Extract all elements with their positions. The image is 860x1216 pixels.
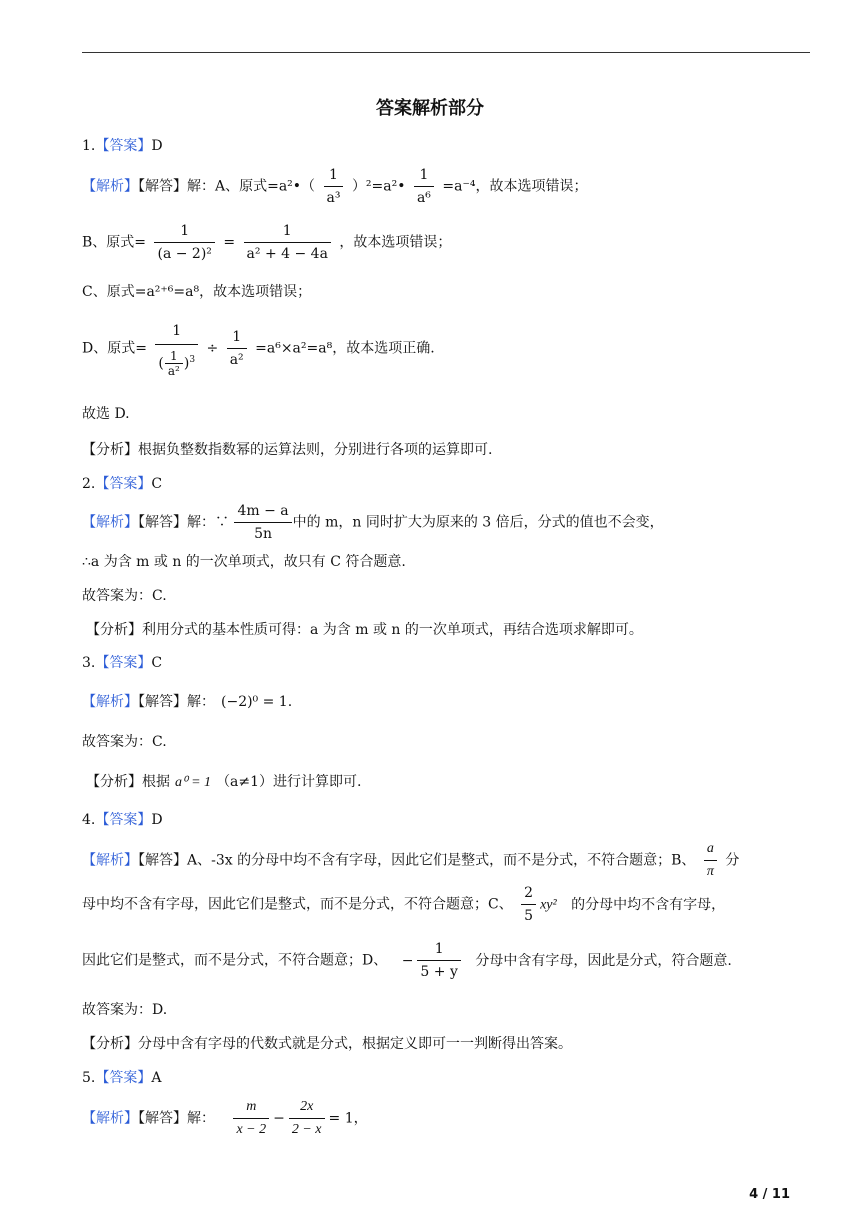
q3-analysis-post: （a≠1）进行计算即可. (216, 774, 362, 790)
fraction (417, 938, 460, 983)
numerator: 1 (165, 349, 183, 364)
answer-tag: 【答案】 (95, 1070, 152, 1086)
minus-sign: − (273, 1110, 285, 1127)
q3-solution (82, 692, 292, 712)
q5-sol-pre: 解： (187, 1110, 215, 1127)
denominator: 2 − x (291, 1122, 322, 1137)
q2-answer: C (151, 476, 163, 492)
denominator: a² + 4 − 4a (246, 246, 328, 262)
q3-answer-line (82, 653, 162, 673)
jieda-tag: 【解答】 (138, 178, 187, 195)
q3-analysis (86, 772, 362, 793)
denominator: π (706, 864, 714, 879)
q4-line3-post: 分母中含有字母，因此是分式，符合题意. (475, 952, 732, 969)
fraction (521, 882, 536, 927)
q2-number: 2. (82, 476, 96, 492)
denominator: (a − 2)² (157, 246, 212, 262)
q1-answer: D (151, 138, 163, 154)
q3-sol-post: . (287, 694, 293, 710)
q1-d-text: D、原式= (82, 340, 147, 357)
q1-analysis (82, 440, 492, 460)
q2-analysis (86, 620, 643, 640)
fenxi-tag: 【分析】 (82, 442, 138, 458)
q4-line1 (82, 838, 739, 883)
numerator: 1 (244, 220, 331, 243)
numerator: a (704, 838, 717, 861)
q4-line2 (82, 882, 725, 927)
q1-solution-b (82, 220, 451, 265)
page-number: 4 / 11 (749, 1187, 790, 1202)
fenxi-tag: 【分析】 (86, 774, 142, 790)
q4-line1-text: A、-3x 的分母中均不含有字母，因此它们是整式，而不是分式，不符合题意；B、 (187, 852, 696, 869)
q1-solution-c: C、原式=a²⁺⁶=a⁸，故本选项错误； (82, 284, 312, 300)
q5-solution (82, 1096, 368, 1141)
q1-d-text-post: =a⁶×a²=a⁸，故本选项正确. (255, 340, 435, 357)
answer-tag: 【答案】 (95, 655, 152, 671)
jiexi-tag: 【解析】 (82, 852, 138, 869)
q5-answer: A (151, 1070, 162, 1086)
numerator: 1 (324, 164, 344, 187)
jieda-tag: 【解答】 (138, 514, 187, 531)
answer-tag: 【答案】 (95, 812, 152, 828)
q3-analysis-math: a⁰ = 1 (175, 775, 212, 790)
numerator: 1 (227, 326, 247, 349)
jiexi-tag: 【解析】 (82, 694, 138, 710)
inner-fraction (165, 349, 183, 378)
numerator: 1 (155, 318, 198, 345)
numerator: 2x (289, 1096, 325, 1119)
fraction (414, 164, 434, 209)
fenxi-tag: 【分析】 (86, 622, 142, 638)
q4-final: 故答案为：D. (82, 1002, 168, 1018)
divide-sign: ÷ (206, 340, 219, 357)
q2-answer-line (82, 474, 162, 494)
fraction (234, 500, 291, 545)
q4-analysis (82, 1034, 572, 1054)
jiexi-tag: 【解析】 (82, 1110, 138, 1127)
denominator: 5 (524, 908, 534, 924)
q4-line2-post: 的分母中均不含有字母， (571, 896, 726, 913)
page-title: 答案解析部分 (376, 98, 484, 119)
fraction (244, 220, 331, 265)
fraction (704, 838, 717, 883)
denominator: a⁶ (416, 190, 431, 206)
q3-sol-pre: 解： (187, 694, 215, 710)
q5-eq-post: = 1， (328, 1110, 368, 1127)
denominator: a² (167, 364, 180, 379)
q4-line2-text: 母中均不含有字母，因此它们是整式，而不是分式，不符合题意；C、 (82, 896, 513, 913)
numerator: 1 (154, 220, 214, 243)
jiexi-tag: 【解析】 (82, 178, 138, 195)
q2-analysis-text: 利用分式的基本性质可得：a 为含 m 或 n 的一次单项式，再结合选项求解即可。 (142, 622, 643, 638)
q1-number: 1. (82, 138, 96, 154)
q1-analysis-text: 根据负整数指数幂的运算法则，分别进行各项的运算即可. (138, 442, 493, 458)
jiexi-tag: 【解析】 (82, 514, 138, 531)
q1-a-text: 解：A、原式=a²•（ (187, 178, 316, 195)
fraction (289, 1096, 325, 1141)
q2-solution-line1 (82, 500, 664, 545)
q1-answer-line (82, 136, 163, 156)
q5-answer-line (82, 1068, 161, 1088)
numerator: 4m − a (234, 500, 291, 523)
q2-line1-text: 中的 m，n 同时扩大为原来的 3 倍后，分式的值也不会变， (292, 514, 664, 531)
q5-number: 5. (82, 1070, 96, 1086)
header-rule (82, 52, 810, 53)
numerator: 1 (417, 938, 460, 961)
denominator: a³ (326, 190, 341, 206)
q1-solution-d (82, 318, 435, 379)
q1-a-text-post: =a⁻⁴，故本选项错误； (442, 178, 588, 195)
q2-because: 解：∵ (187, 514, 229, 531)
fraction (227, 326, 247, 371)
q1-a-text-mid: ）²=a²• (351, 178, 406, 195)
minus-sign: − (401, 952, 414, 969)
denominator: ( $\frac{1}{\text{a²}}$ )$^3$ (158, 349, 196, 379)
q4-line1-post: 分 (725, 852, 740, 869)
q4-line3 (82, 938, 732, 983)
q1-choose: 故选 D. (82, 406, 130, 422)
denominator: x − 2 (236, 1122, 267, 1137)
fraction (155, 318, 198, 379)
q4-line3-text: 因此它们是整式，而不是分式，不符合题意；D、 (82, 952, 388, 969)
q4-number: 4. (82, 812, 96, 828)
fenxi-tag: 【分析】 (82, 1036, 138, 1052)
denominator: 5n (254, 526, 272, 542)
answer-tag: 【答案】 (95, 476, 152, 492)
q4-answer-line (82, 810, 163, 830)
jieda-tag: 【解答】 (138, 852, 187, 869)
q4-c-term: xy² (540, 897, 557, 913)
numerator: m (233, 1096, 269, 1119)
denominator: a² (229, 351, 244, 368)
denominator: 5 + y (420, 964, 458, 980)
q2-solution-line2: ∴a 为含 m 或 n 的一次单项式，故只有 C 符合题意. (82, 554, 406, 570)
equals: = (223, 234, 236, 251)
jieda-tag: 【解答】 (138, 1110, 187, 1127)
q4-analysis-text: 分母中含有字母的代数式就是分式，根据定义即可一一判断得出答案。 (138, 1036, 572, 1052)
fraction (233, 1096, 269, 1141)
fraction (154, 220, 214, 265)
answer-tag: 【答案】 (95, 138, 152, 154)
q3-analysis-pre: 根据 (142, 774, 170, 790)
q1-solution-a (82, 164, 587, 209)
jieda-tag: 【解答】 (138, 694, 187, 710)
q3-number: 3. (82, 655, 96, 671)
q2-final: 故答案为：C. (82, 588, 167, 604)
numerator: 1 (414, 164, 434, 187)
q1-b-text: B、原式= (82, 234, 147, 251)
numerator: 2 (521, 882, 536, 905)
q3-final: 故答案为：C. (82, 734, 167, 750)
q4-answer: D (151, 812, 163, 828)
q3-math: (−2)⁰ = 1 (221, 694, 288, 710)
q3-answer: C (151, 655, 163, 671)
fraction (324, 164, 344, 209)
q1-b-text-post: ，故本选项错误； (339, 234, 452, 251)
